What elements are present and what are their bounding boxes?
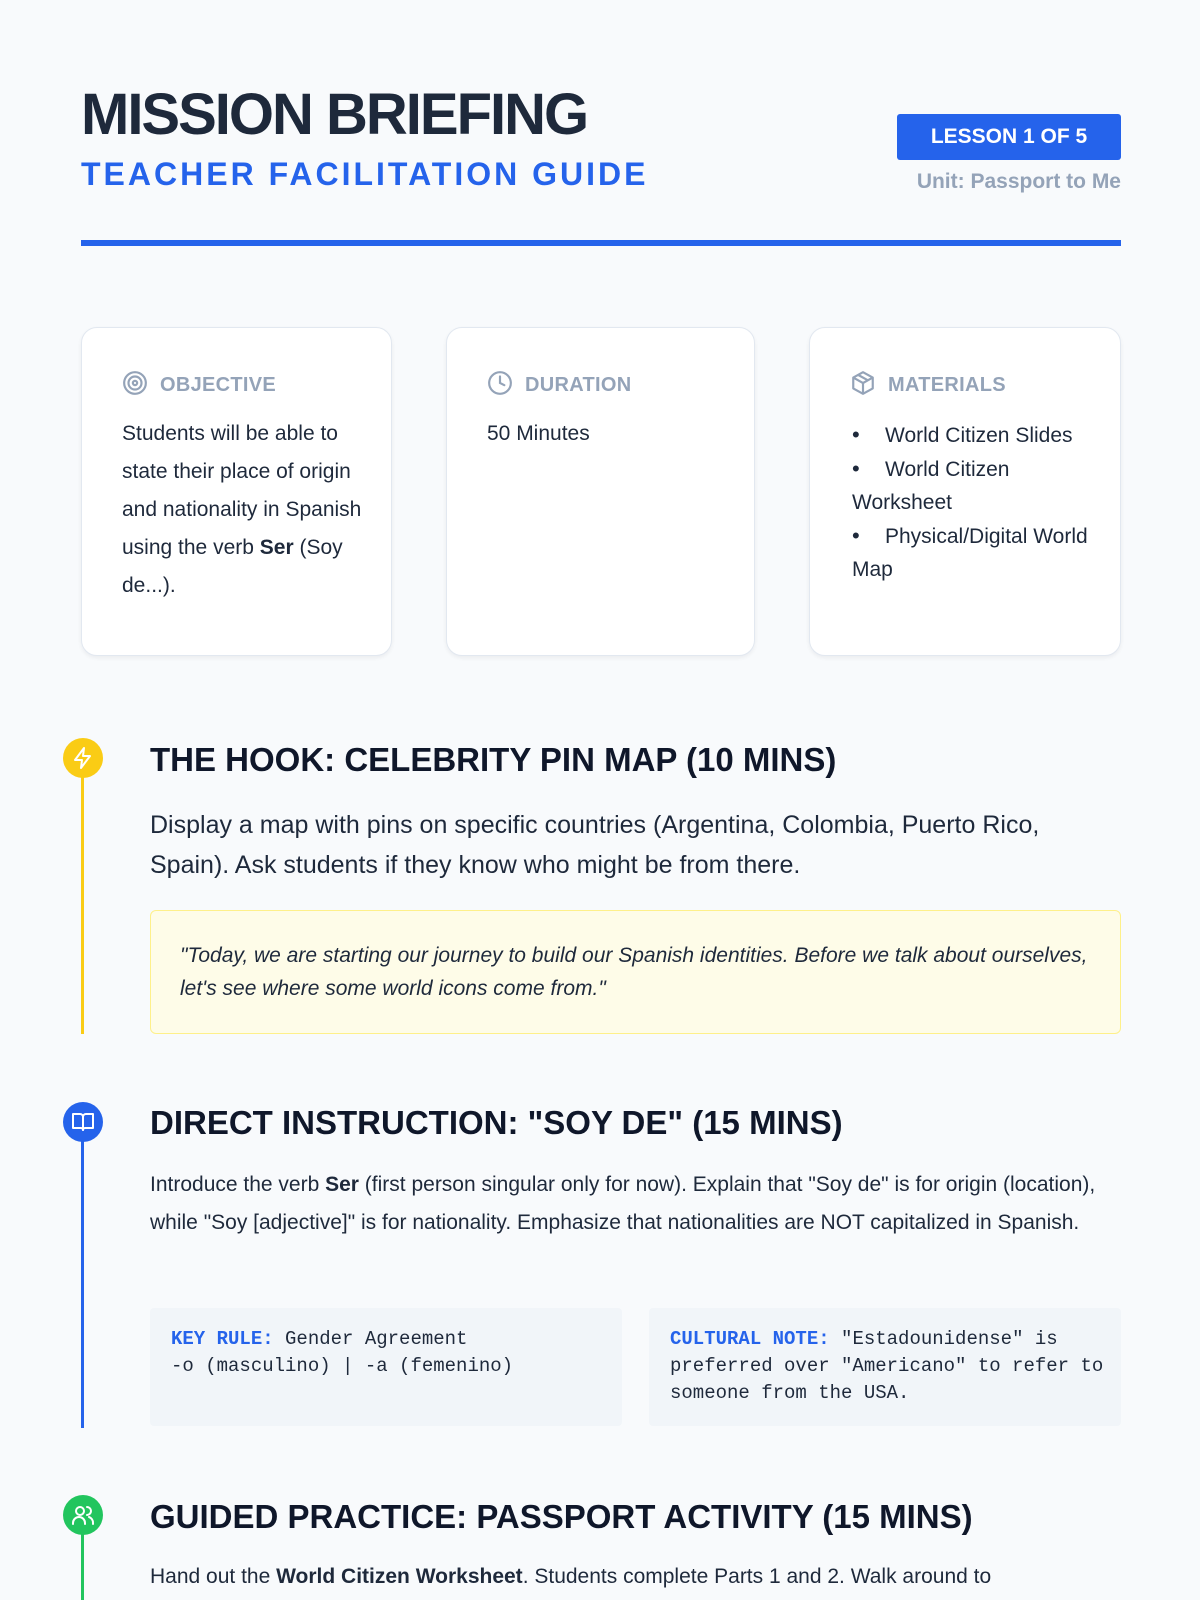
cultural-note-box [649,1308,1121,1426]
hook-quote-box [150,910,1121,1034]
cultural-note-text: "Estadounidense" is preferred over "Americano" to refer to someone from the USA. [670,1328,1104,1404]
guided-text: Hand out the World Citizen Worksheet. Students complete Parts 1 and 2. Walk around to [150,1565,992,1588]
book-icon [63,1102,103,1142]
materials-list [852,418,1102,586]
worksheet-name: World Citizen Worksheet [276,1565,523,1588]
materials-card [809,327,1121,656]
objective-label: OBJECTIVE [160,374,277,396]
box-icon [850,370,876,401]
duration-text: 50 Minutes [487,422,590,445]
key-rule-detail: -o (masculino) | -a (femenino) [171,1355,514,1377]
duration-card [446,327,755,656]
guided-title: GUIDED PRACTICE: PASSPORT ACTIVITY (15 MINS) [150,1498,973,1535]
objective-card-header [122,370,276,401]
clock-icon [487,370,513,401]
materials-card-header [850,370,1006,401]
key-rule-title: Gender Agreement [273,1328,468,1350]
users-icon [63,1495,103,1535]
target-icon [122,370,148,401]
page-header [81,82,1121,245]
page-title: MISSION BRIEFING [81,82,588,147]
lesson-badge: LESSON 1 OF 5 [897,114,1121,160]
direct-timeline-line [81,1122,84,1428]
list-item: • World Citizen Slides [852,418,1102,452]
hook-timeline-line [81,758,84,1034]
objective-text: Students will be able to state their place of origin and nationality in Spanish using the verb Ser (Soy de...). [122,422,362,597]
objective-card [81,327,392,656]
header-divider [81,240,1121,246]
duration-card-header [487,370,631,401]
objective-verb: Ser [259,536,294,559]
cultural-note-label: CULTURAL NOTE: [670,1328,830,1350]
direct-verb: Ser [325,1173,359,1196]
direct-title: DIRECT INSTRUCTION: "SOY DE" (15 MINS) [150,1104,843,1141]
list-item: • Physical/Digital World Map [852,519,1102,586]
hook-quote: "Today, we are starting our journey to build our Spanish identities. Before we talk about ourselves, let's see where some world icons come from." [180,944,1088,1000]
page-subtitle: TEACHER FACILITATION GUIDE [81,156,649,192]
hook-title: THE HOOK: CELEBRITY PIN MAP (10 MINS) [150,741,837,778]
list-item: • World Citizen Worksheet [852,452,1102,519]
key-rule-label: KEY RULE: [171,1328,274,1350]
lightning-icon [63,738,103,778]
materials-label: MATERIALS [888,374,1006,396]
hook-text: Display a map with pins on specific countries (Argentina, Colombia, Puerto Rico, Spain). Ask students if they know who might be from there. [150,811,1040,879]
duration-label: DURATION [525,374,632,396]
unit-label: Unit: Passport to Me [916,170,1121,193]
direct-text: Introduce the verb Ser (first person singular only for now). Explain that "Soy de" is for origin (location), while "Soy [adjective]" is for nationality. Emphasize that nationalities are NOT capitalized in Spanish. [150,1173,1096,1234]
key-rule-box [150,1308,622,1426]
